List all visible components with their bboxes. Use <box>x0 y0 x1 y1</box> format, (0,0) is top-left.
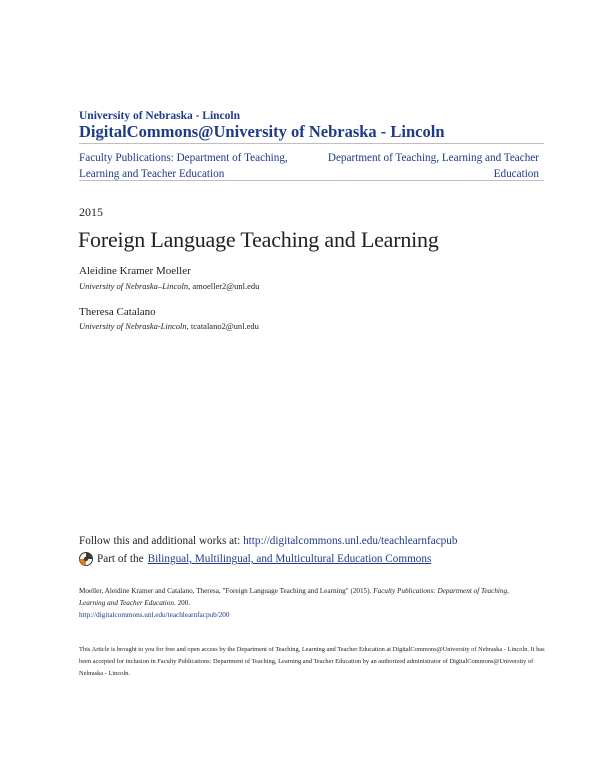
citation-block <box>79 585 529 621</box>
author-email[interactable]: , amoeller2@unl.edu <box>188 281 260 291</box>
publication-year: 2015 <box>79 205 103 219</box>
collection-link-department[interactable]: Department of Teaching, Learning and Teacher Education <box>327 152 539 180</box>
citation-series: Faculty Publications: Department of Teaching, Learning and Teacher Education <box>79 587 509 607</box>
author-email[interactable]: , tcatalano2@unl.edu <box>186 321 259 331</box>
collection-link-faculty-publications[interactable]: Faculty Publications: Department of Teaching, Learning and Teacher Education <box>79 152 288 180</box>
citation-url-link[interactable]: http://digitalcommons.unl.edu/teachlearnfacpub/200 <box>79 611 230 619</box>
repository-link[interactable]: DigitalCommons@University of Nebraska - Lincoln <box>79 122 445 141</box>
author-affiliation <box>79 321 259 331</box>
divider-top <box>79 143 544 144</box>
divider-bottom <box>79 180 544 181</box>
article-title: Foreign Language Teaching and Learning <box>78 227 439 252</box>
follow-label: Follow this and additional works at: <box>79 535 244 547</box>
affiliation-text: University of Nebraska–Lincoln <box>79 281 189 291</box>
author-affiliation <box>79 281 259 291</box>
author-name: Aleidine Kramer Moeller <box>79 265 191 277</box>
part-of-label: Part of the <box>97 553 144 565</box>
follow-url-link[interactable]: http://digitalcommons.unl.edu/teachlearnfacpub <box>243 535 458 547</box>
citation-prefix: Moeller, Aleidine Kramer and Catalano, Theresa, "Foreign Language Teaching and Learning" (2015). <box>79 587 372 595</box>
follow-line <box>79 535 457 547</box>
access-statement: This Article is brought to you for free and open access by the Department of Teaching, Learning and Teacher Education at DigitalCommons@University of Nebraska - Lincoln. It has been accepted for inclusion in Faculty Publications: Department of Teaching, Learning and Teacher Education by an authorized administrator of DigitalCommons@University of Nebraska - Lincoln. <box>79 646 545 677</box>
part-of-line <box>79 552 431 566</box>
citation-suffix: . 200. <box>173 599 191 607</box>
network-commons-icon <box>79 552 93 566</box>
author-name: Theresa Catalano <box>79 306 156 318</box>
commons-link[interactable]: Bilingual, Multilingual, and Multicultural Education Commons <box>147 553 432 565</box>
university-link[interactable]: University of Nebraska - Lincoln <box>79 110 240 122</box>
affiliation-text: University of Nebraska-Lincoln <box>79 321 187 331</box>
